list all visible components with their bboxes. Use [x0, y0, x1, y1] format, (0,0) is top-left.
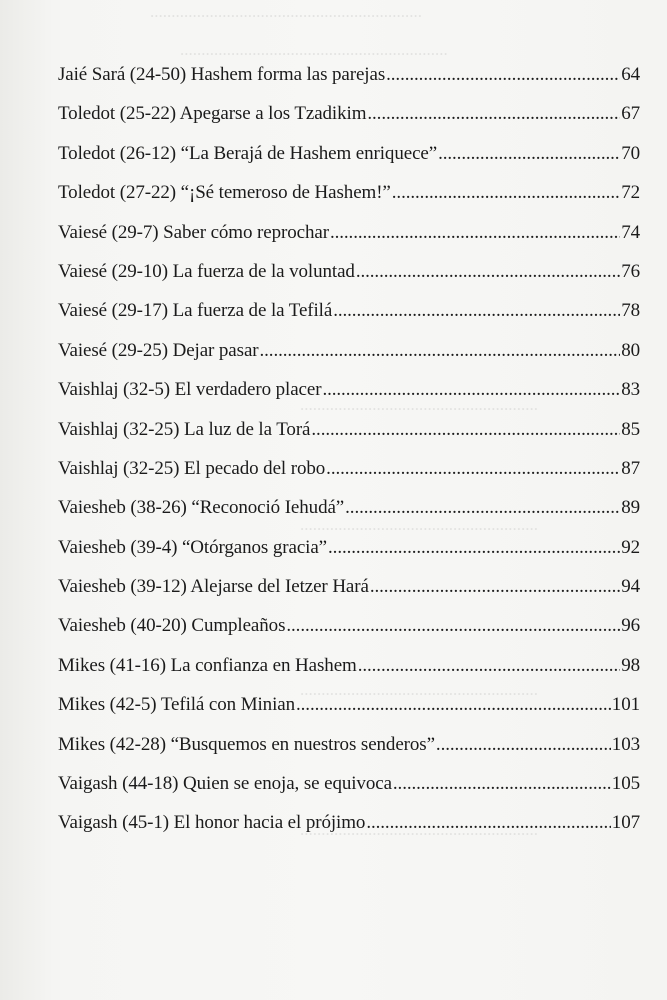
toc-leader-dots [322, 379, 620, 401]
toc-entry-page: 85 [621, 418, 640, 440]
toc-leader-dots [436, 734, 611, 756]
toc-entry-page: 87 [621, 457, 640, 479]
toc-entry-title: Mikes (42-5) Tefilá con Minian [58, 694, 295, 716]
toc-entry [58, 300, 640, 339]
toc-entry-title: Vaiesheb (39-12) Alejarse del Ietzer Hará [58, 576, 369, 598]
toc-entry-title: Vaigash (44-18) Quien se enoja, se equivoca [58, 773, 392, 795]
toc-entry [58, 458, 640, 497]
toc-leader-dots [356, 261, 620, 283]
toc-entry-page: 83 [621, 379, 640, 401]
toc-entry [58, 419, 640, 458]
bleed-through-text: ................................................................ [150, 2, 422, 21]
toc-entry-page: 70 [621, 142, 640, 164]
bleed-through-text: ........................................................ [300, 395, 538, 414]
toc-leader-dots [438, 143, 620, 165]
toc-leader-dots [392, 182, 620, 204]
toc-entry [58, 812, 640, 851]
toc-leader-dots [296, 694, 611, 716]
toc-entry-title: Vaishlaj (32-25) El pecado del robo [58, 457, 326, 479]
toc-entry [58, 222, 640, 261]
toc-entry-page: 89 [621, 497, 640, 519]
toc-entry-page: 103 [611, 733, 640, 755]
toc-entry-title: Vaigash (45-1) El honor hacia el prójimo [58, 812, 366, 834]
toc-entry-page: 107 [611, 812, 640, 834]
toc-entry-page: 92 [621, 536, 640, 558]
toc-entry-page: 101 [611, 694, 640, 716]
toc-entry [58, 379, 640, 418]
toc-leader-dots [367, 103, 620, 125]
toc-entry-title: Toledot (25-22) Apegarse a los Tzadikim [58, 103, 367, 125]
toc-leader-dots [393, 773, 611, 795]
toc-leader-dots [328, 537, 620, 559]
toc-leader-dots [260, 340, 621, 362]
toc-entry [58, 615, 640, 654]
toc-entry-page: 67 [621, 103, 640, 125]
toc-leader-dots [311, 419, 620, 441]
toc-entry-page: 94 [621, 576, 640, 598]
toc-entry [58, 773, 640, 812]
toc-entry [58, 537, 640, 576]
toc-entry [58, 694, 640, 733]
toc-entry-title: Vaiesé (29-25) Dejar pasar [58, 339, 259, 361]
toc-entry [58, 340, 640, 379]
toc-leader-dots [370, 576, 620, 598]
toc-entry [58, 64, 640, 103]
toc-entry-page: 98 [621, 654, 640, 676]
toc-leader-dots [366, 812, 610, 834]
toc-entry [58, 143, 640, 182]
bleed-through-text: ............................................................... [180, 40, 448, 59]
toc-leader-dots [345, 497, 620, 519]
toc-entry-title: Jaié Sará (24-50) Hashem forma las parejas [58, 64, 386, 85]
toc-entry [58, 103, 640, 142]
toc-entry-page: 64 [621, 64, 640, 85]
table-of-contents [58, 64, 640, 852]
bleed-through-text: ........................................................ [300, 515, 538, 534]
toc-entry-title: Vaiesheb (38-26) “Reconoció Iehudá” [58, 497, 345, 519]
bleed-through-text: ........................................................ [300, 820, 538, 839]
toc-entry [58, 576, 640, 615]
toc-entry-title: Vaiesheb (39-4) “Otórganos gracia” [58, 536, 328, 558]
toc-entry-page: 78 [621, 300, 640, 322]
toc-leader-dots [358, 655, 620, 677]
toc-entry-title: Vaiesé (29-7) Saber cómo reprochar [58, 221, 329, 243]
toc-entry-title: Mikes (41-16) La confianza en Hashem [58, 654, 357, 676]
toc-entry-title: Mikes (42-28) “Busquemos en nuestros senderos” [58, 733, 435, 755]
toc-leader-dots [286, 615, 620, 637]
toc-entry-title: Vaiesé (29-17) La fuerza de la Tefilá [58, 300, 333, 322]
toc-leader-dots [330, 222, 620, 244]
toc-entry [58, 497, 640, 536]
toc-entry [58, 182, 640, 221]
toc-leader-dots [333, 300, 620, 322]
toc-entry-page: 76 [621, 260, 640, 282]
toc-entry-page: 96 [621, 615, 640, 637]
toc-entry [58, 261, 640, 300]
toc-leader-dots [386, 64, 620, 86]
toc-entry-title: Toledot (26-12) “La Berajá de Hashem enriquece” [58, 142, 438, 164]
toc-entry-page: 80 [621, 339, 640, 361]
toc-entry-title: Vaiesé (29-10) La fuerza de la voluntad [58, 260, 355, 282]
toc-entry-title: Vaishlaj (32-25) La luz de la Torá [58, 418, 311, 440]
toc-entry-title: Vaishlaj (32-5) El verdadero placer [58, 379, 322, 401]
toc-entry-title: Vaiesheb (40-20) Cumpleaños [58, 615, 286, 637]
toc-entry-page: 74 [621, 221, 640, 243]
toc-entry [58, 734, 640, 773]
toc-entry-page: 72 [621, 182, 640, 204]
toc-entry-page: 105 [611, 773, 640, 795]
bleed-through-text: ........................................................ [300, 680, 538, 699]
toc-leader-dots [326, 458, 620, 480]
toc-entry-title: Toledot (27-22) “¡Sé temeroso de Hashem!” [58, 182, 391, 204]
toc-entry [58, 655, 640, 694]
